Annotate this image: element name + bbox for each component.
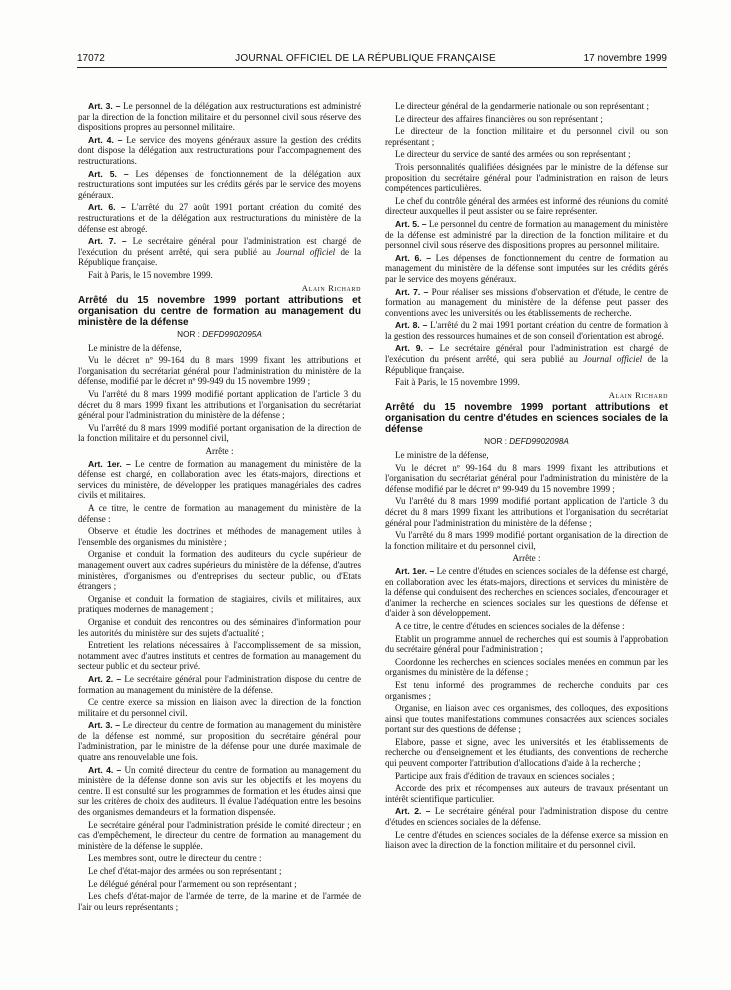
article-label: Art. 9. – xyxy=(395,343,434,354)
date-line: Fait à Paris, le 15 novembre 1999. xyxy=(395,377,520,388)
article-label: Art. 4. – xyxy=(88,134,123,145)
article-label: Art. 1er. – xyxy=(88,458,131,469)
preamble: Vu le décret nº 99-164 du 8 mars 1999 fixant les attributions et l'organisation du secrétariat général pour l'administration du ministère de la défense, modifié par le décret nº 99-949 du 15 novembre 1999 ; xyxy=(78,355,361,387)
article-paragraph: Art. 2. – Le secrétaire général pour l'administration dispose du centre d'études en sciences sociales de la défense. xyxy=(385,806,669,828)
paragraph: Est tenu informé des programmes de recherche conduits par ces organismes ; xyxy=(385,679,668,701)
arrete-heading: Arrête : xyxy=(205,446,234,457)
article-label: Art. 2. – xyxy=(395,806,431,817)
paragraph: Les membres sont, outre le directeur du centre : xyxy=(88,853,262,864)
article-paragraph: Art. 1er. – Le centre d'études en sciences sociales de la défense est chargé, en collaboration avec les états-majors, directions et services du ministère de la défense qui conduisent des recherches en sciences sociales, d'encourager et d'animer la recherche en sciences sociales sur les questions de défense et d'aider à son développement. xyxy=(385,565,669,619)
paragraph: Organise et conduit la formation des auditeurs du cycle supérieur de management ouvert aux cadres supérieurs du ministère de la défense, d'autres ministères, d'organismes ou d'entreprises du secteur public, ou d'Etats étrangers ; xyxy=(78,549,361,592)
preamble: Le ministre de la défense, xyxy=(88,342,182,353)
preamble: Vu le décret nº 99-164 du 8 mars 1999 fixant les attributions et l'organisation du secrétariat général pour l'administration du ministère de la défense modifié par le décret nº 99-949 du 15 novembre 1999 ; xyxy=(385,462,668,494)
journal-name-italic: Journal officiel xyxy=(583,354,643,365)
journal-title: JOURNAL OFFICIEL DE LA RÉPUBLIQUE FRANÇAISE xyxy=(235,53,496,64)
article-paragraph: Art. 8. – L'arrêté du 2 mai 1991 portant création du centre de formation à la gestion des ressources humaines et de son conseil d'orientation est abrogé. xyxy=(385,320,668,341)
article-paragraph: Art. 4. – Le service des moyens généraux assure la gestion des crédits dont dispose la délégation aux restructurations pour l'accompagnement des restructurations. xyxy=(78,134,361,166)
article-paragraph: Art. 5. – Les dépenses de fonctionnement de la délégation aux restructurations sont imputées sur les crédits gérés par le service des moyens généraux. xyxy=(78,168,361,200)
page-number: 17072 xyxy=(77,53,105,64)
paragraph: Participe aux frais d'édition de travaux en sciences sociales ; xyxy=(395,770,615,781)
left-column xyxy=(78,101,361,914)
paragraph: Ce centre exerce sa mission en liaison avec la direction de la fonction militaire et du personnel civil. xyxy=(78,697,361,718)
article-label: Art. 6. – xyxy=(88,202,126,213)
preamble: Vu l'arrêté du 8 mars 1999 modifié portant organisation de la direction de la fonction militaire et du personnel civil, xyxy=(78,422,361,444)
date-line: Fait à Paris, le 15 novembre 1999. xyxy=(88,269,213,280)
nor-reference: NOR : DEFD9902095A xyxy=(177,330,262,340)
article-label: Art. 2. – xyxy=(88,673,122,684)
paragraph: Trois personnalités qualifiées désignées par le ministre de la défense sur proposition du secrétaire général pour l'administration en raison de leurs compétences particulières. xyxy=(385,161,668,194)
article-paragraph: Art. 1er. – Le centre de formation au management du ministère de la défense est chargé, en collaboration avec les états-majors, directions et services du ministère, de développer les pratiques managériales des cadres civils et militaires. xyxy=(78,458,362,501)
article-label: Art. 3. – xyxy=(88,101,121,111)
article-paragraph: Art. 5. – Le personnel du centre de formation au management du ministère de la défense est administré par la direction de la fonction militaire et du personnel civil sous réserve des dispositions propres au personnel militaire. xyxy=(385,218,668,251)
article-label: Art. 8. – xyxy=(395,320,428,331)
article-paragraph: Art. 4. – Un comité directeur du centre de formation au management du ministère de la défense donne son avis sur les objectifs et les moyens du centre. Il est consulté sur les programmes de formation et les études ainsi que sur les critères de choix des auditeurs. Il évalue l'adéquation entre les besoins des organismes demandeurs et la formation dispensée. xyxy=(78,764,361,818)
issue-date: 17 novembre 1999 xyxy=(583,53,667,64)
paragraph: Accorde des prix et récompenses aux auteurs de travaux présentant un intérêt scientifique particulier. xyxy=(385,783,668,804)
article-label: Art. 5. – xyxy=(88,168,129,179)
arrete-heading: Arrête : xyxy=(512,553,541,564)
paragraph: Le directeur de la fonction militaire et du personnel civil ou son représentant ; xyxy=(385,126,668,147)
header-rule xyxy=(77,67,667,68)
article-paragraph: Art. 7. – Pour réaliser ses missions d'observation et d'étude, le centre de formation au management du ministère de la défense peut passer des conventions avec les universités ou les établissements de recherche. xyxy=(385,286,668,318)
paragraph: Elabore, passe et signe, avec les universités et les établissements de recherche ou d'enseignement et les étudiants, des conventions de recherche qui peuvent comporter l'attribution d'allocations d'aide à la recherche ; xyxy=(385,736,668,769)
paragraph: Le délégué général pour l'armement ou son représentant ; xyxy=(88,878,297,889)
preamble: Vu l'arrêté du 8 mars 1999 modifié portant application de l'article 3 du décret du 8 mars 1999 fixant les attributions et l'organisation du secrétariat général pour l'administration du ministère de la défense ; xyxy=(385,496,668,528)
journal-name-italic: Journal officiel xyxy=(276,246,336,257)
paragraph: Organise, en liaison avec ces organismes, des colloques, des expositions ainsi que toutes manifestations communes consacrées aux sciences sociales portant sur des questions de défense ; xyxy=(385,703,668,735)
paragraph: Observe et étudie les doctrines et méthodes de management utiles à l'ensemble des organismes du ministère ; xyxy=(78,526,361,547)
paragraph: Les chefs d'état-major de l'armée de terre, de la marine et de l'armée de l'air ou leurs représentants ; xyxy=(78,891,361,912)
paragraph: Coordonne les recherches en sciences sociales menées en commun par les organismes du ministère de la défense ; xyxy=(385,656,668,678)
paragraph: Le directeur du service de santé des armées ou son représentant ; xyxy=(395,149,631,160)
article-paragraph: Art. 3. – Le directeur du centre de formation au management du ministère de la défense est nommé, sur proposition du secrétaire général pour l'administration, par le ministre de la défense pour une durée maximale de quatre ans renouvelable une fois. xyxy=(78,720,361,763)
signature: Alain Richard xyxy=(301,282,361,293)
paragraph: A ce titre, le centre de formation au management du ministère de la défense : xyxy=(78,503,361,524)
article-label: Art. 3. – xyxy=(88,720,121,731)
paragraph: Le secrétaire général pour l'administration préside le comité directeur ; en cas d'empêchement, le directeur du centre de formation au management du ministère de la défense le supplée. xyxy=(78,819,361,851)
paragraph: A ce titre, le centre d'études en sciences sociales de la défense : xyxy=(395,620,625,631)
paragraph: Le chef d'état-major des armées ou son représentant ; xyxy=(88,866,282,876)
article-label: Art. 6. – xyxy=(395,252,432,263)
paragraph: Etablit un programme annuel de recherches qui est soumis à l'approbation du secrétaire général pour l'administration ; xyxy=(385,633,668,655)
preamble: Vu l'arrêté du 8 mars 1999 modifié portant organisation de la direction de la fonction militaire et du personnel civil, xyxy=(385,530,668,551)
article-paragraph: Art. 6. – Les dépenses de fonctionnement du centre de formation au management du ministère de la défense sont imputées sur les crédits gérés par le service des moyens généraux. xyxy=(385,252,668,284)
paragraph: Le chef du contrôle général des armées est informé des réunions du comité directeur auxquelles il peut assister ou se faire représenter. xyxy=(385,195,668,217)
paragraph: Organise et conduit des rencontres ou des séminaires d'information pour les autorités du ministère sur des sujets d'actualité ; xyxy=(78,616,361,638)
paragraph: Le directeur général de la gendarmerie nationale ou son représentant ; xyxy=(395,101,649,111)
paragraph: Le directeur des affaires financières ou son représentant ; xyxy=(395,113,603,124)
preamble: Le ministre de la défense, xyxy=(395,450,489,461)
decree-title: Arrêté du 15 novembre 1999 portant attributions et organisation du centre de formation au management du ministère de la défense xyxy=(78,295,361,329)
article-paragraph: Art. 9. – Le secrétaire général pour l'administration est chargé de l'exécution du présent arrêté, qui sera publié au Journal officiel de la République française. xyxy=(385,343,668,375)
article-label: Art. 7. – xyxy=(395,286,429,297)
decree-title: Arrêté du 15 novembre 1999 portant attributions et organisation du centre d'études en sciences sociales de la défense xyxy=(385,402,668,436)
signature: Alain Richard xyxy=(608,389,668,400)
article-label: Art. 4. – xyxy=(88,764,122,775)
article-paragraph: Art. 2. – Le secrétaire général pour l'administration dispose du centre de formation au management du ministère de la défense. xyxy=(78,673,361,695)
article-label: Art. 1er. – xyxy=(395,565,435,576)
nor-reference: NOR : DEFD9902098A xyxy=(484,437,569,447)
article-label: Art. 7. – xyxy=(88,236,127,247)
paragraph: Le centre d'études en sciences sociales de la défense exerce sa mission en liaison avec la direction de la fonction militaire et du personnel civil. xyxy=(385,829,668,851)
article-paragraph: Art. 7. – Le secrétaire général pour l'administration est chargé de l'exécution du présent arrêté, qui sera publié au Journal officiel de la République française. xyxy=(78,236,361,268)
article-label: Art. 5. – xyxy=(395,218,427,229)
paragraph: Organise et conduit la formation de stagiaires, civils et militaires, aux pratiques modernes de management ; xyxy=(78,593,361,615)
article-paragraph: Art. 6. – L'arrêté du 27 août 1991 portant création du comité des restructurations et de la délégation aux restructurations du ministère de la défense est abrogé. xyxy=(78,202,361,234)
preamble: Vu l'arrêté du 8 mars 1999 modifié portant application de l'article 3 du décret du 8 mars 1999 fixant les attributions et l'organisation du secrétariat général pour l'administration du ministère de la défense ; xyxy=(78,389,361,421)
paragraph: Entretient les relations nécessaires à l'accomplissement de sa mission, notamment avec d'autres instituts et centres de formation au management du secteur public et du secteur privé. xyxy=(78,640,361,672)
article-paragraph: Art. 3. – Le personnel de la délégation aux restructurations est administré par la direction de la fonction militaire et du personnel civil sous réserve des dispositions propres au personnel militaire. xyxy=(78,101,361,133)
right-column xyxy=(385,101,668,853)
